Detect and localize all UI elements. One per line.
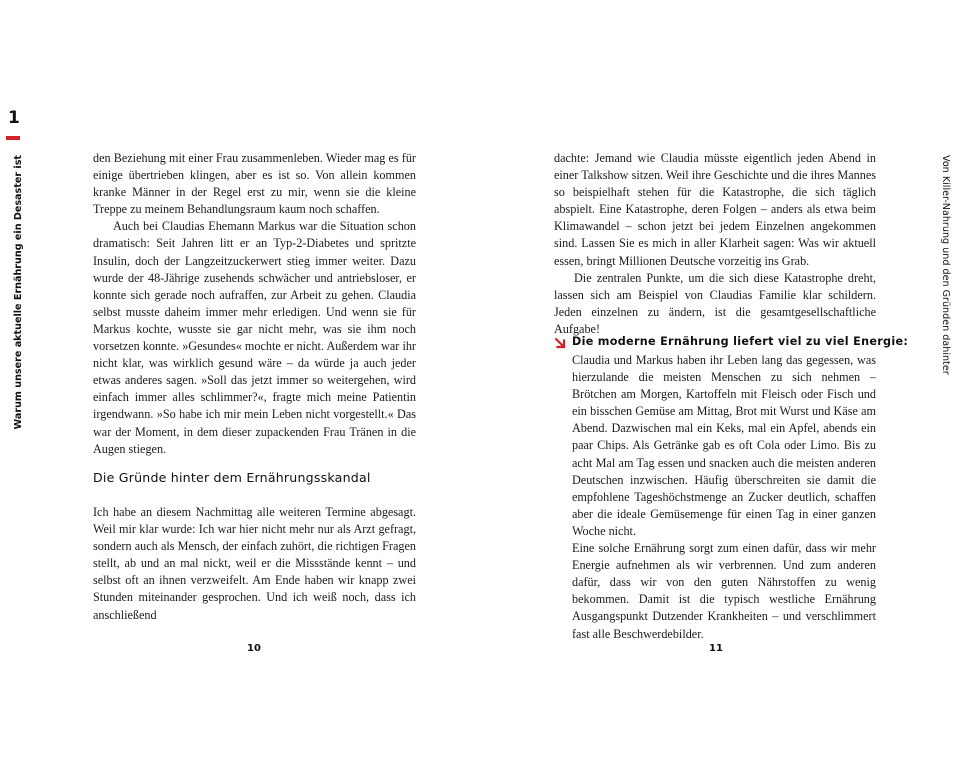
chapter-number: 1 (8, 108, 20, 128)
body-paragraph: Eine solche Ernährung sorgt zum einen dafür, dass wir mehr Energie aufnehmen als wir verbrennen. Und zum anderen dafür, dass wir von den guten Nährstoffen zu wenig bekommen. Damit ist die typisch westliche Ernährung Ausgangspunkt Dutzender Krankheiten – und verschlimmert fast alle Beschwerdebilder. (572, 541, 876, 641)
chapter-accent-bar (6, 136, 20, 140)
list-item-heading: Die moderne Ernährung liefert viel zu viel Energie: (572, 335, 909, 348)
arrow-down-right-icon (554, 337, 566, 349)
body-paragraph: Auch bei Claudias Ehemann Markus war die Situation schon dramatisch: Seit Jahren litt er an Typ-2-Diabetes und spritzte Insulin, doch der Langzeitzuckerwert stieg immer weiter. Dazu wurde der 48-Jährige zusehends schwächer und antriebsloser, er konnte sich gerade noch aufraffen, zur Arbeit zu gehen. Claudia selbst musste daheim immer mehr erledigen. Und wenn sie für Markus kochte, wusste sie gar nicht mehr, was sie ihm noch vorsetzen konnte. »Gesundes« mochte er nicht. Außerdem war ihr nicht klar, was wirklich gesund wäre – da würde ja auch jeder etwas anderes sagen. »Soll das jetzt immer so weitergehen, wird einfach immer alles schlimmer?«, fragte mich meine Patientin irgendwann. »So habe ich mir mein Leben nicht vorgestellt.« Das war der Moment, in dem dieser zupackenden Frau Tränen in die Augen stiegen. (93, 219, 416, 456)
body-paragraph: Ich habe an diesem Nachmittag alle weiteren Termine abgesagt. Weil mir klar wurde: Ich war hier nicht mehr nur als Arzt gefragt, sondern auch als Mensch, der einfach zuhört, die richtigen Fragen stellt, ab und an mal nickt, weil er die Missstände kennt – und selbst oft an ihnen verzweifelt. Am Ende haben wir knapp zwei Stunden miteinander gesprochen. Und ich weiß noch, dass ich anschließend (93, 505, 416, 622)
body-paragraph: dachte: Jemand wie Claudia müsste eigentlich jeden Abend in einer Talkshow sitzen. Weil ihre Geschichte und die ihres Mannes so beispielhaft stehen für die Katastrophe, die sich täglich abspielt. Eine Katastrophe, deren Folgen – anders als etwa beim Klimawandel – schon jetzt bei jedem Einzelnen angekommen sind. Lassen Sie es mich in aller Klarheit sagen: Was wir aktuell essen, bringt Millionen Deutsche vorzeitig ins Grab. (554, 151, 876, 268)
section-heading: Die Gründe hinter dem Ernährungsskandal (93, 470, 371, 485)
running-title-right: Von Killer-Nahrung und den Gründen dahinter (940, 155, 951, 375)
body-paragraph: Claudia und Markus haben ihr Leben lang das gegessen, was hierzulande die meisten Menschen zu sich nehmen – Brötchen am Morgen, Kartoffeln mit Fleisch oder Fisch und ein bisschen Gemüse am Mittag, Brot mit Wurst und Käse am Abend. Dazwischen mal ein Keks, mal ein Apfel, abends ein paar Chips. Als Getränke gab es oft Cola oder Limo. Bis zu acht Mal am Tag essen und snacken auch die meisten anderen Deutschen inzwischen. Häufig überschreiten sie damit die empfohlene Tageshöchstmenge an Zucker deutlich, schaffen aber die ideale Gemüsemenge für einen Tag in einer ganzen Woche nicht. (572, 353, 876, 538)
page-number-right: 11 (709, 643, 723, 654)
left-page-body-top (93, 150, 416, 458)
running-title-left: Warum unsere aktuelle Ernährung ein Desaster ist (13, 155, 24, 430)
left-page-body-bottom (93, 504, 416, 624)
page-number-left: 10 (247, 643, 261, 654)
body-paragraph: den Beziehung mit einer Frau zusammenleben. Wieder mag es für einige übertrieben klingen, aber es ist so. Von allein kommen kranke Männer in der Regel erst zu mir, wenn sie die kleine Treppe zu meinem Behandlungsraum kaum noch schaffen. (93, 151, 416, 217)
list-item-body (572, 352, 876, 643)
right-page-body-top (554, 150, 876, 338)
body-paragraph: Die zentralen Punkte, um die sich diese Katastrophe dreht, lassen sich am Beispiel von Claudias Familie klar schildern. Jeden einzelnen zu ändern, ist die gesamtgesellschaftliche Aufgabe! (554, 270, 876, 336)
